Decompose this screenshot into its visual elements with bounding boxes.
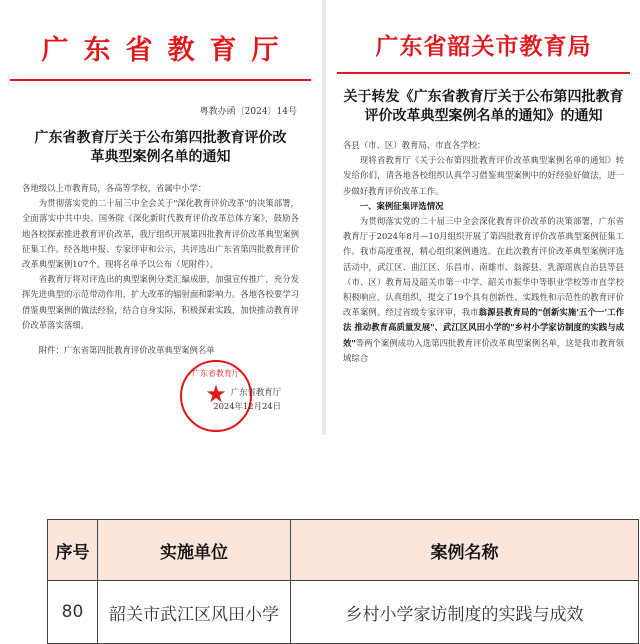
notice-title: 广东省教育厅关于公布第四批教育评价改革典型案例名单的通知 bbox=[34, 130, 287, 165]
paragraph-2: 为贯彻落实党的二十届三中全会深化教育评价改革的决策部署，广东省教育厅于2024年8月—10月组织开展了第四批教育评价改革典型案例征集工作。我市高度重视，精心组织案例遴选。在此次教育评价改革典型案例评选活动中，武江区、曲江区、乐昌市、南雄市、翁源县、乳源瑶族自治县等县（市、区）教育局及韶关市第一中学、韶关市振华中等职业学校等市直学校积极响应，认真组织，提交了19个具有创新性、实践性和示范性的教育评价改革案例。经过省级专家评审，我市翁源县教育局的"创新实施'五个一'工作法 推动教育高质量发展"、武江区风田小学的"乡村小学家访制度的实践与成效"等两个案例成功入选第四批教育评价改革典型案例名单，这是我市教育领域综合 bbox=[343, 216, 624, 363]
forward-notice-body bbox=[343, 138, 624, 366]
salutation: 各地级以上市教育局，各高等学校，省属中小学： bbox=[22, 183, 207, 193]
header-unit: 实施单位 bbox=[98, 520, 291, 581]
page-divider bbox=[322, 0, 326, 435]
city-forward-notice-document bbox=[327, 0, 640, 435]
city-letterhead: 广东省韶关市教育局 bbox=[375, 33, 592, 60]
table-header-row bbox=[48, 520, 639, 581]
row-unit: 韶关市武江区风田小学 bbox=[98, 581, 291, 644]
header-no: 序号 bbox=[48, 520, 98, 581]
signature-org: 广东省教育厅 bbox=[230, 387, 281, 397]
case-table bbox=[47, 519, 639, 644]
row-case: 乡村小学家访制度的实践与成效 bbox=[291, 581, 639, 644]
section-heading: 一、案例征集评选情况 bbox=[359, 200, 444, 211]
document-number: 粤教办函〔2024〕14号 bbox=[199, 107, 297, 117]
provincial-letterhead: 广东省教育厅 bbox=[41, 35, 294, 66]
provincial-notice-document bbox=[0, 0, 321, 435]
official-seal-icon: 广东省教育厅 ★ bbox=[180, 360, 252, 432]
selected-cases-highlight: 翁源县教育局的"创新实施'五个一'工作法 推动教育高质量发展"、武江区风田小学的"乡村小学家访制度的实践与成效" bbox=[343, 307, 624, 348]
paragraph-2: 省教育厅将对评选出的典型案例分类汇编成册，加强宣传推广，充分发挥先进典型的示范带动作用，扩大改革的辐射面和影响力。各地各校要学习借鉴典型案例的做法经验，结合自身实际，积极探索实践，加快推动教育评价改革落实落细。 bbox=[22, 274, 299, 330]
signature-date: 2024年12月24日 bbox=[213, 401, 281, 411]
paragraph-1: 为贯彻落实党的二十届三中全会关于"深化教育评价改革"的决策部署，全面落实中共中央、国务院《深化新时代教育评价改革总体方案》，鼓励各地各校探索推进教育评价改革，我厅组织开展第四批教育评价改革典型案例征集工作。经各地申报、专家评审和公示，共评选出广东省第四批教育评价改革典型案例107个。现将名单予以公布（见附件）。 bbox=[22, 198, 299, 270]
forward-notice-title: 关于转发《广东省教育厅关于公布第四批教育评价改革典型案例名单的通知》的通知 bbox=[343, 89, 624, 124]
signature-block bbox=[213, 386, 281, 412]
table-row bbox=[48, 581, 639, 644]
header-case: 案例名称 bbox=[291, 520, 639, 581]
paragraph-1: 现将省教育厅《关于公布第四批教育评价改革典型案例名单的通知》转发给你们，请各地各校组织认真学习借鉴典型案例中的好经验好做法，进一步做好教育评价改革工作。 bbox=[343, 155, 624, 196]
attachment-line: 附件：广东省第四批教育评价改革典型案例名单 bbox=[38, 345, 215, 356]
letterhead-red-rule bbox=[10, 79, 311, 81]
row-no: 80 bbox=[48, 581, 98, 644]
letterhead-red-rule bbox=[337, 72, 630, 74]
notice-body bbox=[22, 181, 299, 358]
salutation: 各县（市、区）教育局、市直各学校： bbox=[343, 140, 486, 150]
